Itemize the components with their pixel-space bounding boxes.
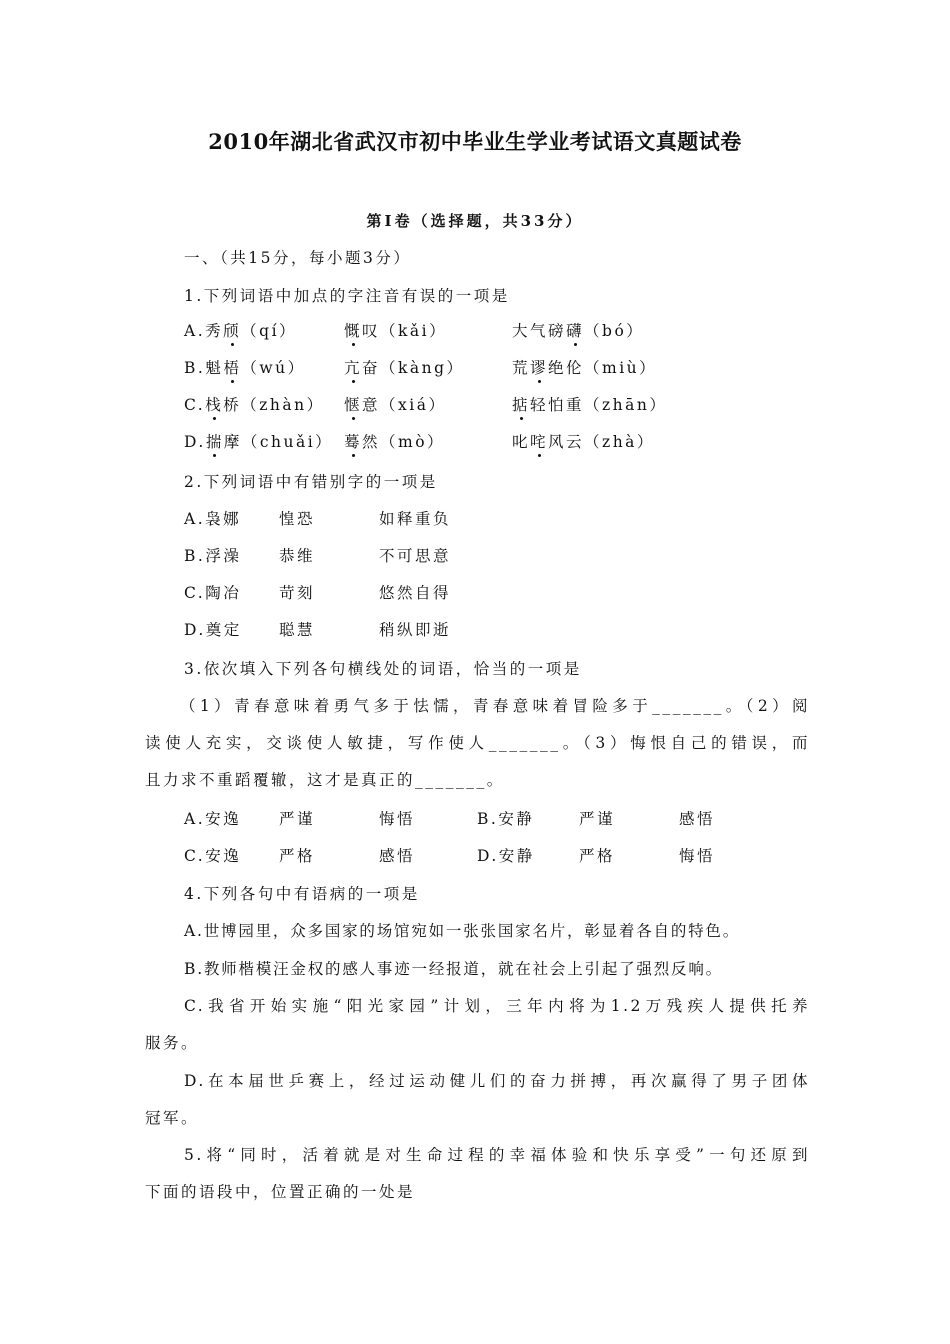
dotted-char: 谬 xyxy=(530,359,549,377)
q2-a-word1: A.袅娜 xyxy=(184,510,242,528)
q2-c-word1: C.陶冶 xyxy=(184,584,242,602)
q1-a-opt1 xyxy=(184,321,297,341)
text: D. xyxy=(184,433,206,451)
dotted-char: 梧 xyxy=(223,359,242,377)
q3-b-word1: B.安静 xyxy=(477,810,535,828)
q4-option-c-line1: C.我省开始实施“阳光家园”计划，三年内将为1.2万残疾人提供托养 xyxy=(184,997,810,1015)
text: 荒 xyxy=(512,359,531,377)
text: 大气磅 xyxy=(512,322,567,340)
q4-option-c-line2: 服务。 xyxy=(145,1034,200,1052)
q2-a-word2: 惶恐 xyxy=(279,510,316,528)
text: 桥（zhàn） xyxy=(223,396,325,414)
q1-b-opt1 xyxy=(184,358,306,378)
q3-d-word2: 严格 xyxy=(579,847,616,865)
q1-c-opt2 xyxy=(344,395,446,415)
dotted-char: 咤 xyxy=(530,433,549,451)
q1-d-opt1 xyxy=(184,432,333,452)
text: （wú） xyxy=(241,359,306,377)
q1-d-opt3 xyxy=(512,432,655,452)
q3-d-word3: 悔悟 xyxy=(679,847,716,865)
text: A.秀 xyxy=(184,322,224,340)
text: C. xyxy=(184,396,206,414)
q2-a-word3: 如释重负 xyxy=(379,510,452,528)
q3-stem: 3.依次填入下列各句横线处的词语，恰当的一项是 xyxy=(184,660,582,678)
exam-title: 2010年湖北省武汉市初中毕业生学业考试语文真题试卷 xyxy=(208,129,742,154)
q1-a-opt2 xyxy=(344,321,447,341)
q2-b-word2: 恭维 xyxy=(279,547,316,565)
dotted-char: 亢 xyxy=(344,359,363,377)
text: （qí） xyxy=(241,322,298,340)
dotted-char: 慨 xyxy=(344,322,363,340)
q1-a-opt3 xyxy=(512,321,644,341)
q2-c-word2: 苛刻 xyxy=(279,584,316,602)
q3-passage-line1: （1）青春意味着勇气多于怯懦，青春意味着冒险多于_______。（2）阅 xyxy=(180,697,810,715)
dotted-char: 蓦 xyxy=(344,433,363,451)
text: （bó） xyxy=(584,322,645,340)
text: 叹（kǎi） xyxy=(362,322,448,340)
q2-b-word3: 不可思意 xyxy=(379,547,452,565)
q4-option-a: A.世博园里，众多国家的场馆宛如一张张国家名片，彰显着各自的特色。 xyxy=(184,922,741,940)
q3-c-word2: 严格 xyxy=(279,847,316,865)
q2-stem: 2.下列词语中有错别字的一项是 xyxy=(184,473,438,491)
q3-a-word1: A.安逸 xyxy=(184,810,242,828)
q1-c-opt1 xyxy=(184,395,325,415)
text: 然（mò） xyxy=(362,433,446,451)
q2-d-word3: 稍纵即逝 xyxy=(379,621,452,639)
q3-b-word2: 严谨 xyxy=(579,810,616,828)
q4-option-b: B.教师楷模汪金权的感人事迹一经报道，就在社会上引起了强烈反响。 xyxy=(184,960,723,978)
text: 奋（kàng） xyxy=(362,359,465,377)
text: 叱 xyxy=(512,433,531,451)
q3-d-word1: D.安静 xyxy=(477,847,535,865)
q1-stem: 1.下列词语中加点的字注音有误的一项是 xyxy=(184,287,510,305)
q2-c-word3: 悠然自得 xyxy=(379,584,452,602)
q5-stem-line2: 下面的语段中，位置正确的一处是 xyxy=(145,1183,416,1201)
q1-d-opt2 xyxy=(344,432,445,452)
dotted-char: 揣 xyxy=(205,433,224,451)
text: 摩（chuǎi） xyxy=(223,433,334,451)
dotted-char: 颀 xyxy=(223,322,242,340)
text: B.魁 xyxy=(184,359,224,377)
q3-a-word3: 悔悟 xyxy=(379,810,416,828)
q2-b-word1: B.浮澡 xyxy=(184,547,242,565)
q4-option-d-line1: D.在本届世乒赛上，经过运动健儿们的奋力拼搏，再次赢得了男子团体 xyxy=(184,1072,810,1090)
text: 轻怕重（zhān） xyxy=(530,396,668,414)
text: 意（xiá） xyxy=(362,396,447,414)
q3-c-word1: C.安逸 xyxy=(184,847,242,865)
q2-d-word2: 聪慧 xyxy=(279,621,316,639)
q3-passage-line3: 且力求不重蹈覆辙，这才是真正的_______。 xyxy=(145,771,505,789)
q1-b-opt3 xyxy=(512,358,657,378)
dotted-char: 掂 xyxy=(512,396,531,414)
dotted-char: 礴 xyxy=(566,322,585,340)
q5-stem-line1: 5.将“同时，活着就是对生命过程的幸福体验和快乐享受”一句还原到 xyxy=(184,1146,810,1164)
text: 风云（zhà） xyxy=(548,433,655,451)
dotted-char: 惬 xyxy=(344,396,363,414)
section1-heading: 一、（共15分，每小题3分） xyxy=(184,249,412,267)
q4-option-d-line2: 冠军。 xyxy=(145,1109,200,1127)
q3-c-word3: 感悟 xyxy=(379,847,416,865)
q3-passage-line2: 读使人充实，交谈使人敏捷，写作使人_______。（3）悔恨自己的错误，而 xyxy=(145,734,810,752)
q2-d-word1: D.奠定 xyxy=(184,621,242,639)
q1-c-opt3 xyxy=(512,395,667,415)
q3-b-word3: 感悟 xyxy=(679,810,716,828)
part1-heading: 第Ⅰ卷（选择题，共33分） xyxy=(366,212,584,230)
q4-stem: 4.下列各句中有语病的一项是 xyxy=(184,885,420,903)
q3-a-word2: 严谨 xyxy=(279,810,316,828)
text: 绝伦（miù） xyxy=(548,359,658,377)
dotted-char: 栈 xyxy=(205,396,224,414)
q1-b-opt2 xyxy=(344,358,465,378)
